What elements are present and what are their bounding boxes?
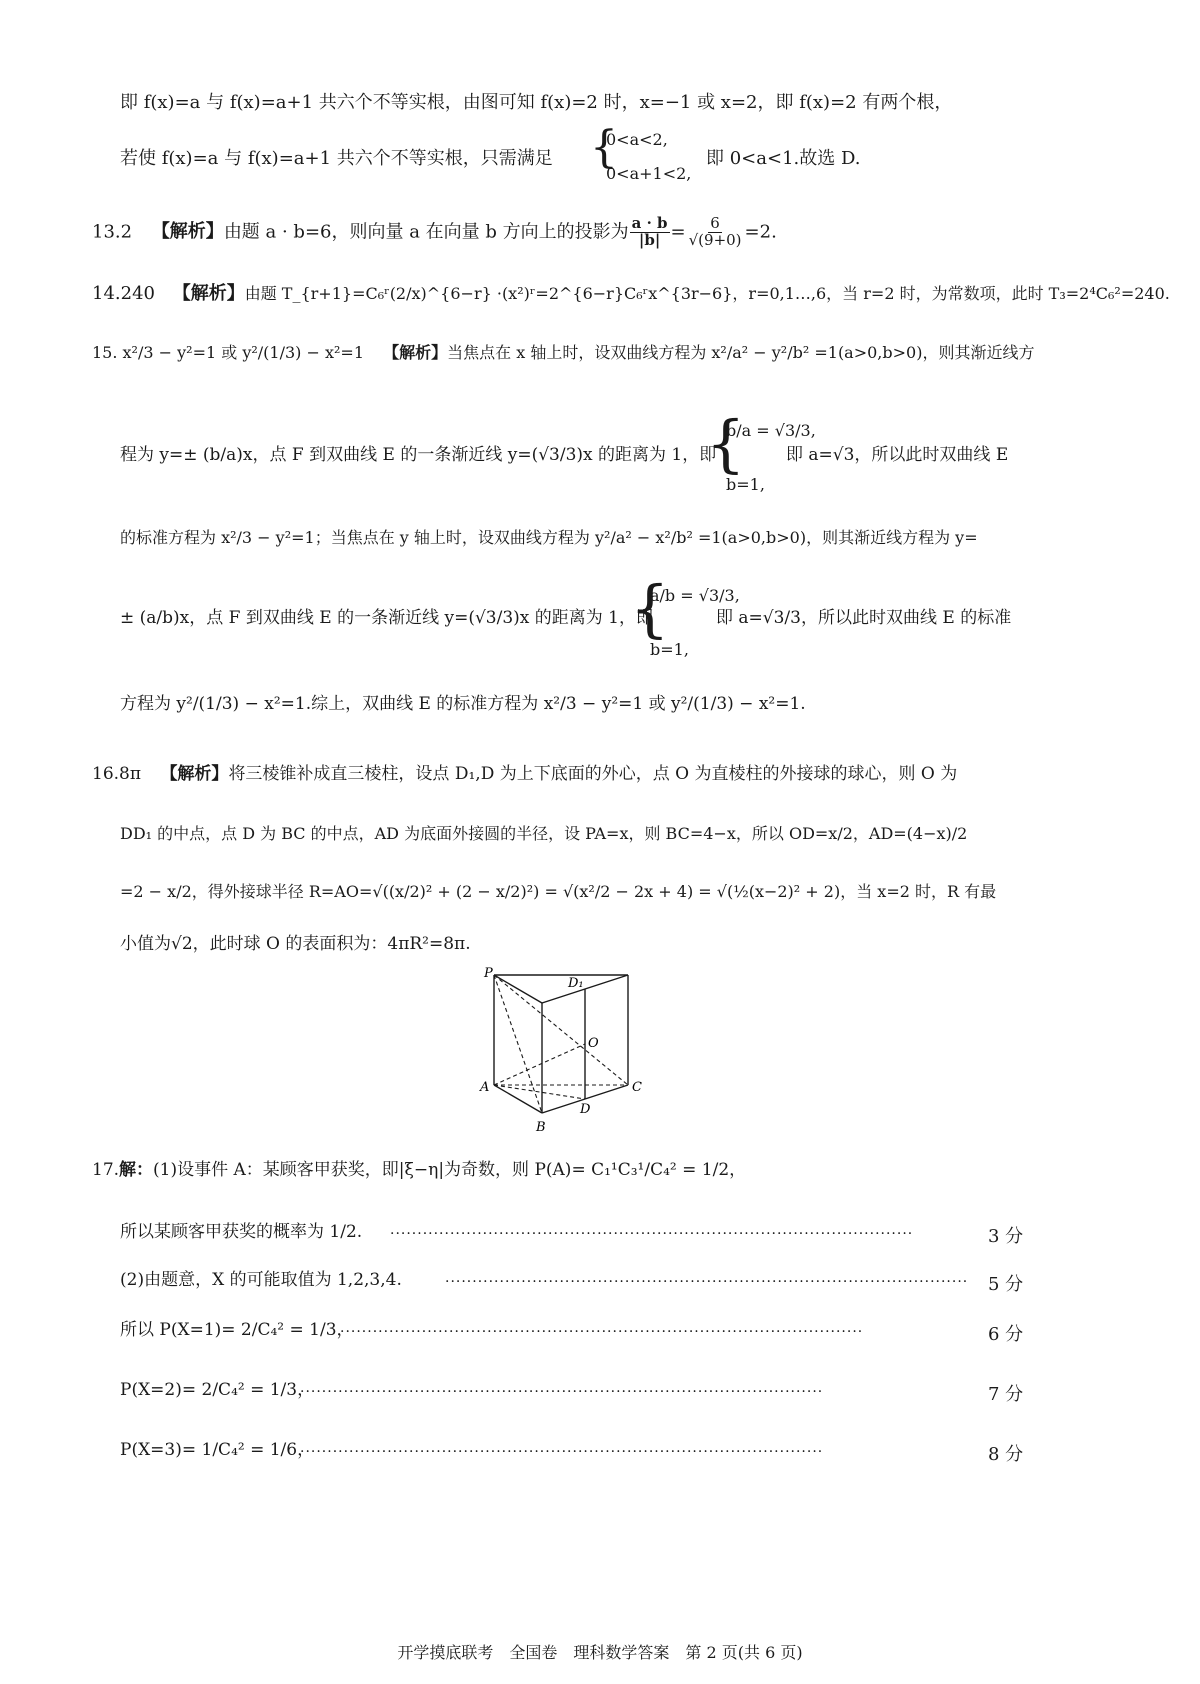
q16-tag: 【解析】 — [160, 764, 229, 784]
score-3: 6 分 — [988, 1324, 1024, 1345]
q16-line-1: 将三棱锥补成直三棱柱，设点 D₁,D 为上下底面的外心，点 O 为直棱柱的外接球的球心，则 O 为 — [228, 764, 958, 784]
condition-1: 0<a<2, — [606, 130, 668, 149]
condition-2b: b=1, — [726, 475, 765, 494]
q14-text: 由题 T_{r+1}=C₆ʳ(2/x)^{6−r} ·(x²)ʳ=2^{6−r}C₆ʳx^{3r−6}，r=0,1…,6，当 r=2 时，为常数项，此时 T₃=2⁴C₆²=240. — [244, 284, 1170, 303]
question-16 — [92, 764, 957, 785]
q17-line-3: (2)由题意，X 的可能取值为 1,2,3,4. — [120, 1270, 402, 1290]
condition-2a: b/a = √3/3, — [726, 421, 816, 440]
question-15-answer-line — [92, 343, 1034, 363]
question-13: 13.2 【解析】由题 a · b=6，则向量 a 在向量 b 方向上的投影为 $\frac{a \cdot b}{|b|}$ = $\frac{6}{√(9+0)}$ =2. — [92, 214, 777, 249]
score-2: 5 分 — [988, 1274, 1024, 1295]
q14-tag: 【解析】 — [172, 283, 245, 304]
condition-3b: b=1, — [650, 640, 689, 659]
q13-tag: 【解析】 — [151, 221, 224, 243]
brace-icon: { — [630, 572, 670, 645]
condition-system-2 — [706, 407, 816, 503]
q16-number: 16.8π — [92, 764, 142, 784]
score-4: 7 分 — [988, 1384, 1024, 1405]
label-d: D — [580, 1102, 591, 1117]
condition-3a: a/b = √3/3, — [650, 586, 740, 605]
score-leader-1: ································································································ — [390, 1226, 914, 1242]
q16-line-4: 小值为√2，此时球 O 的表面积为：4πR²=8π. — [120, 934, 471, 954]
label-c: C — [632, 1080, 642, 1095]
q17-line-6: P(X=3)= 1/C₄² = 1/6， — [120, 1440, 315, 1460]
q13-number: 13.2 — [92, 221, 133, 243]
score-5: 8 分 — [988, 1444, 1024, 1465]
q15-line-1: 当焦点在 x 轴上时，设双曲线方程为 x²/a² − y²/b² =1(a>0,b>0)，则其渐近线方 — [447, 343, 1035, 362]
q14-number: 14.240 — [92, 283, 155, 304]
edge-ad-dashed — [494, 1085, 585, 1099]
prism-figure — [470, 965, 660, 1135]
q13-end: =2. — [744, 221, 777, 243]
score-leader-2: ································································································ — [445, 1274, 969, 1290]
q15-answer: 15. x²/3 − y²=1 或 y²/(1/3) − x²=1 — [92, 343, 365, 362]
q17-line-2: 所以某顾客甲获奖的概率为 1/2. — [120, 1222, 363, 1242]
q13-fraction-1: $\frac{a \cdot b}{|b|}$ — [631, 214, 668, 249]
label-a: A — [480, 1080, 490, 1095]
text-line-2-pre: 若使 f(x)=a 与 f(x)=a+1 共六个不等实根，只需满足 — [120, 148, 553, 169]
q15-line-3: 的标准方程为 x²/3 − y²=1；当焦点在 y 轴上时，设双曲线方程为 y²/a² − x²/b² =1(a>0,b>0)，则其渐近线方程为 y= — [120, 528, 978, 547]
question-14 — [92, 283, 1170, 306]
score-leader-5: ································································································ — [300, 1444, 824, 1460]
q15-line-2-post: 即 a=√3，所以此时双曲线 E — [786, 445, 1009, 465]
edge-ao-dashed — [494, 1044, 585, 1085]
condition-system-1 — [590, 122, 700, 190]
brace-icon: { — [706, 407, 746, 480]
label-p: P — [484, 966, 493, 981]
text-line-1: 即 f(x)=a 与 f(x)=a+1 共六个不等实根，由图可知 f(x)=2 时，x=−1 或 x=2，即 f(x)=2 有两个根， — [120, 92, 953, 113]
condition-system-3 — [630, 572, 740, 668]
q15-line-4: ± (a/b)x，点 F 到双曲线 E 的一条渐近线 y=(√3/3)x 的距离为 1，即 — [120, 608, 653, 628]
q16-line-2: DD₁ 的中点，点 D 为 BC 的中点，AD 为底面外接圆的半径，设 PA=x，则 BC=4−x，所以 OD=x/2，AD=(4−x)/2 — [120, 824, 968, 843]
brace-icon: { — [590, 122, 618, 173]
q13-fraction-2: $\frac{6}{√(9+0)}$ — [688, 214, 742, 249]
q13-text: 由题 a · b=6，则向量 a 在向量 b 方向上的投影为 — [223, 221, 629, 243]
page-footer: 开学摸底联考 全国卷 理科数学答案 第 2 页(共 6 页) — [397, 1643, 803, 1662]
q15-line-4-post: 即 a=√3/3，所以此时双曲线 E 的标准 — [716, 608, 1012, 628]
q15-line-5: 方程为 y²/(1/3) − x²=1.综上，双曲线 E 的标准方程为 x²/3 − y²=1 或 y²/(1/3) − x²=1. — [120, 694, 806, 714]
edge-p-top-front — [494, 975, 542, 1003]
edge-pb-dashed — [494, 975, 542, 1113]
q17-number: 17. — [92, 1160, 120, 1180]
text-line-2-post: 即 0<a<1.故选 D. — [706, 148, 861, 169]
score-leader-3: ································································································ — [340, 1324, 864, 1340]
label-d1: D₁ — [568, 976, 584, 991]
q17-line-1: (1)设事件 A：某顾客甲获奖，即|ξ−η|为奇数，则 P(A)= C₁¹C₃¹/C₄² = 1/2， — [153, 1160, 747, 1180]
score-leader-4: ································································································ — [300, 1384, 824, 1400]
q15-line-2: 程为 y=± (b/a)x，点 F 到双曲线 E 的一条渐近线 y=(√3/3)x 的距离为 1，即 — [120, 445, 717, 465]
condition-2: 0<a+1<2, — [606, 164, 692, 183]
question-17 — [92, 1160, 746, 1181]
label-o: O — [588, 1036, 599, 1051]
q17-line-4: 所以 P(X=1)= 2/C₄² = 1/3， — [120, 1320, 354, 1340]
edge-pc-dashed — [494, 975, 628, 1085]
q16-line-3: =2 − x/2，得外接球半径 R=AO=√((x/2)² + (2 − x/2)²) = √(x²/2 − 2x + 4) = √(½(x−2)² + 2)，当 x=2 时，R 有最 — [120, 882, 997, 901]
q15-tag: 【解析】 — [383, 343, 448, 362]
q17-line-5: P(X=2)= 2/C₄² = 1/3， — [120, 1380, 315, 1400]
q17-tag: 解： — [119, 1160, 154, 1180]
score-1: 3 分 — [988, 1226, 1024, 1247]
label-b: B — [536, 1120, 546, 1135]
